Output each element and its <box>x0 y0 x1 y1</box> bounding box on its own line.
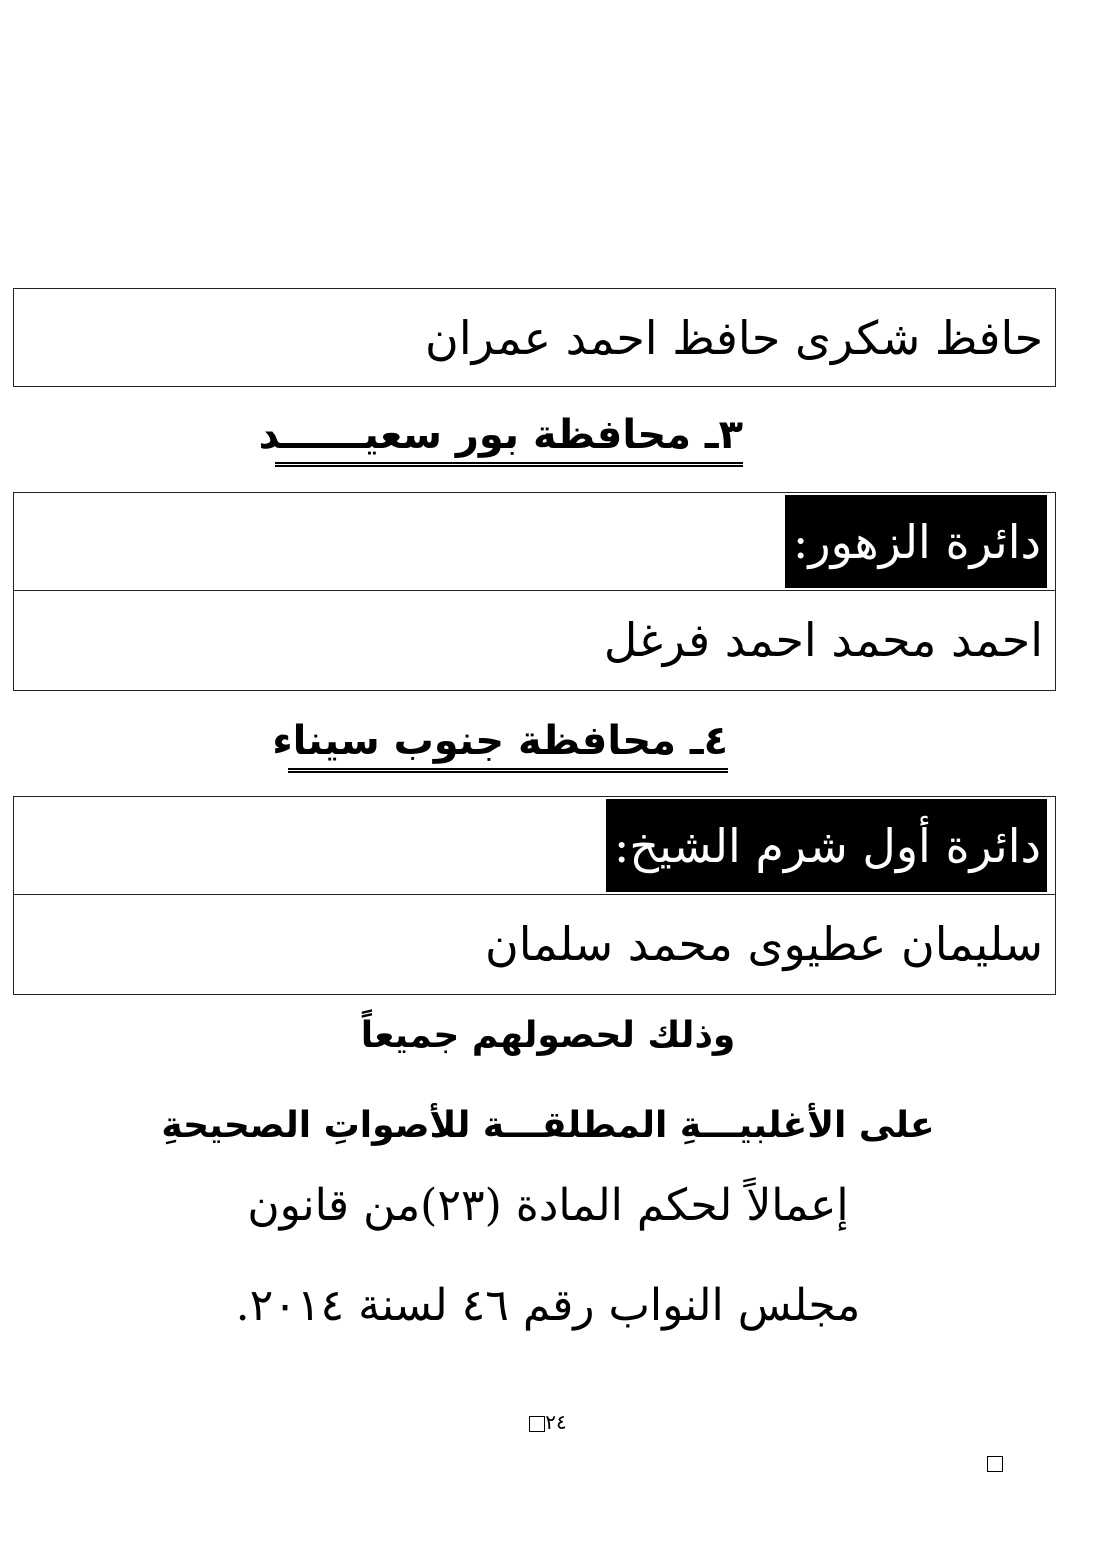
closing-line-4: مجلس النواب رقم ٤٦ لسنة ٢٠١٤. <box>235 1280 861 1331</box>
closing-line-3: إعمالاً لحكم المادة (٢٣)من قانون <box>247 1180 849 1231</box>
corner-square-icon <box>987 1456 1003 1472</box>
district-row <box>14 493 1055 591</box>
closing-line-2: على الأغلبيـــةِ المطلقـــة للأصواتِ الصحيحةِ <box>161 1105 935 1146</box>
candidate-name: حافظ شكرى حافظ احمد عمران <box>425 311 1043 365</box>
district-label: دائرة أول شرم الشيخ: <box>606 799 1047 892</box>
candidate-name: احمد محمد احمد فرغل <box>603 613 1043 667</box>
name-row <box>14 289 1055 387</box>
district-box-south-sinai <box>13 796 1056 995</box>
page-footer <box>0 1410 1096 1434</box>
name-row <box>14 895 1055 993</box>
placeholder-square-icon <box>529 1416 545 1432</box>
district-row <box>14 797 1055 895</box>
district-box-port-said <box>13 492 1056 691</box>
closing-line-1: وذلك لحصولهم جميعاً <box>360 1015 736 1056</box>
candidate-name: سليمان عطيوى محمد سلمان <box>485 917 1043 971</box>
name-box-1 <box>13 288 1056 387</box>
section-heading-south-sinai: ٤ـ محافظة جنوب سيناء <box>288 718 728 773</box>
section-heading-port-said: ٣ـ محافظة بور سعيــــــد <box>275 412 743 467</box>
name-row <box>14 591 1055 689</box>
page-number: ٢٤ <box>545 1410 567 1434</box>
district-label: دائرة الزهور: <box>785 495 1047 588</box>
